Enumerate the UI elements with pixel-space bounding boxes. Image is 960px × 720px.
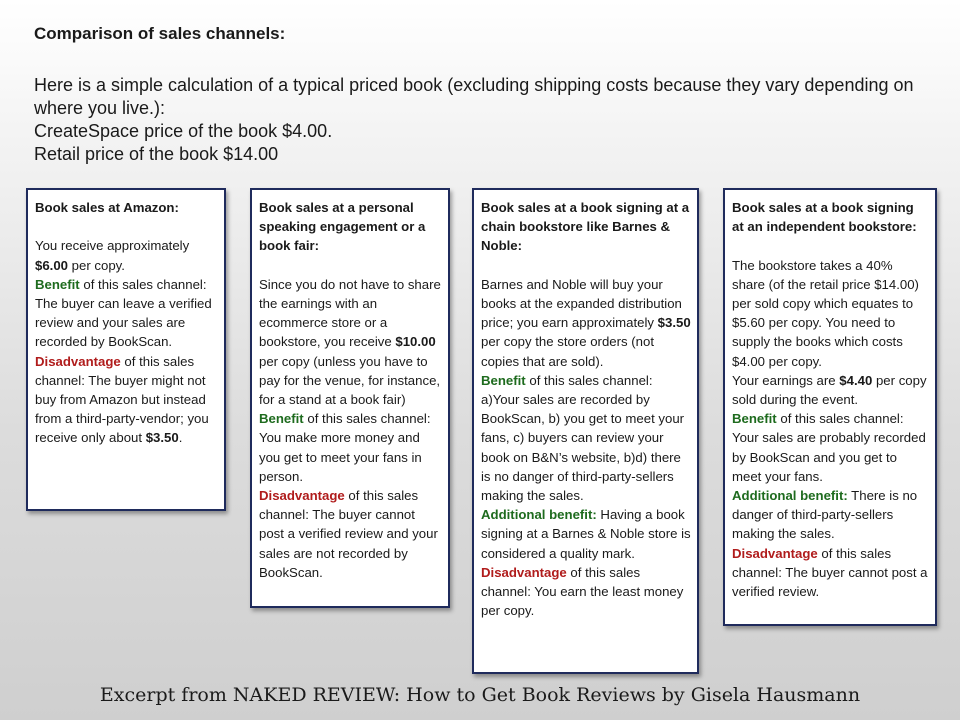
benefit-text: of this sales channel: You make more money and you get to meet your fans in person. — [259, 411, 431, 484]
benefit-text: of this sales channel: a)Your sales are recorded by BookScan, b) you get to meet your fans, c) buyers can review your book on B&N’s website, b)d) there is no danger of third-party-sellers making the sales. — [481, 372, 685, 504]
benefit-label: Benefit — [35, 276, 80, 292]
text-segment: You receive approximately — [35, 238, 190, 254]
additional-benefit-text: There is no danger of third-party-sellers making the sales. — [732, 488, 918, 542]
card-disadvantage — [259, 486, 442, 582]
disadvantage-label: Disadvantage — [732, 545, 818, 561]
text-segment: Barnes and Noble will buy your books at the expanded distribution price; you earn approximately — [481, 276, 682, 331]
card-benefit — [259, 409, 442, 486]
card-additional-benefit — [481, 505, 691, 563]
additional-benefit-text: Having a book signing at a Barnes & Noble store is considered a quality mark. — [481, 507, 691, 561]
card-heading: Book sales at Amazon: — [35, 200, 179, 215]
card-earnings — [732, 371, 929, 409]
disadvantage-label: Disadvantage — [35, 353, 121, 369]
disadvantage-label: Disadvantage — [259, 488, 345, 504]
card-earnings — [35, 236, 218, 274]
card-earnings — [481, 275, 691, 371]
benefit-text: of this sales channel: The buyer can leave a verified review and your sales are recorded by BookScan. — [35, 276, 212, 350]
disadvantage-text: of this sales channel: You earn the least money per copy. — [481, 564, 684, 619]
benefit-label: Benefit — [259, 411, 304, 427]
intro-line: Here is a simple calculation of a typical priced book (excluding shipping costs because they vary depending on where you live.): — [34, 75, 914, 118]
card-heading: Book sales at a book signing at a chain bookstore like Barnes & Noble: — [481, 200, 690, 254]
earnings-amount: $4.40 — [839, 372, 873, 388]
card-share-info: The bookstore takes a 40% share (of the retail price $14.00) per sold copy which equates to $5.60 per copy. You need to supply the books which costs $4.00 per copy. — [732, 257, 919, 369]
card-earnings — [259, 275, 442, 409]
card-disadvantage — [35, 352, 218, 448]
text-segment: per copy. — [68, 257, 125, 273]
card-disadvantage — [481, 563, 691, 621]
chain-bookstore-card — [472, 188, 699, 674]
additional-benefit-label: Additional benefit: — [481, 507, 597, 523]
personal-engagement-card — [250, 188, 450, 608]
card-disadvantage — [732, 544, 929, 602]
text-segment: . — [178, 430, 183, 446]
footer-caption: Excerpt from NAKED REVIEW: How to Get Book Reviews by Gisela Hausmann — [99, 684, 861, 706]
text-segment: per copy the store orders (not copies that are sold). — [481, 334, 654, 369]
disadvantage-text: of this sales channel: The buyer cannot post a verified review and your sales are not recorded by BookScan. — [259, 488, 438, 580]
page-title: Comparison of sales channels: — [34, 24, 286, 43]
additional-benefit-label: Additional benefit: — [732, 488, 848, 504]
createspace-price-line: CreateSpace price of the book $4.00. — [34, 121, 333, 141]
card-benefit — [732, 409, 929, 486]
text-segment: per copy sold during the event. — [732, 372, 927, 408]
disadvantage-text: of this sales channel: The buyer might not buy from Amazon but instead from a third-party-vendor; you receive only about — [35, 353, 209, 446]
earnings-amount: $3.50 — [657, 315, 691, 331]
card-benefit — [35, 275, 218, 352]
retail-price-line: Retail price of the book $14.00 — [34, 144, 279, 164]
disadvantage-text: of this sales channel: The buyer cannot post a verified review. — [732, 545, 928, 600]
benefit-label: Benefit — [481, 372, 526, 388]
text-segment: per copy (unless you have to pay for the venue, for instance, for a stand at a book fair) — [259, 353, 441, 408]
card-heading: Book sales at a book signing at an independent bookstore: — [732, 200, 917, 235]
benefit-text: of this sales channel: Your sales are probably recorded by BookScan and you get to meet your fans. — [732, 411, 926, 484]
earnings-amount: $10.00 — [395, 334, 436, 350]
amazon-channel-card — [26, 188, 226, 511]
disadvantage-label: Disadvantage — [481, 564, 567, 580]
earnings-amount: $6.00 — [35, 257, 69, 273]
intro-text — [34, 74, 914, 166]
card-benefit — [481, 371, 691, 505]
earnings-amount: $3.50 — [145, 430, 179, 446]
independent-bookstore-card — [723, 188, 937, 626]
card-additional-benefit — [732, 486, 929, 544]
text-segment: Since you do not have to share the earnings with an ecommerce store or a bookstore, you receive — [259, 276, 441, 350]
text-segment: Your earnings are — [732, 372, 840, 388]
benefit-label: Benefit — [732, 411, 777, 427]
card-heading: Book sales at a personal speaking engagement or a book fair: — [259, 200, 426, 254]
